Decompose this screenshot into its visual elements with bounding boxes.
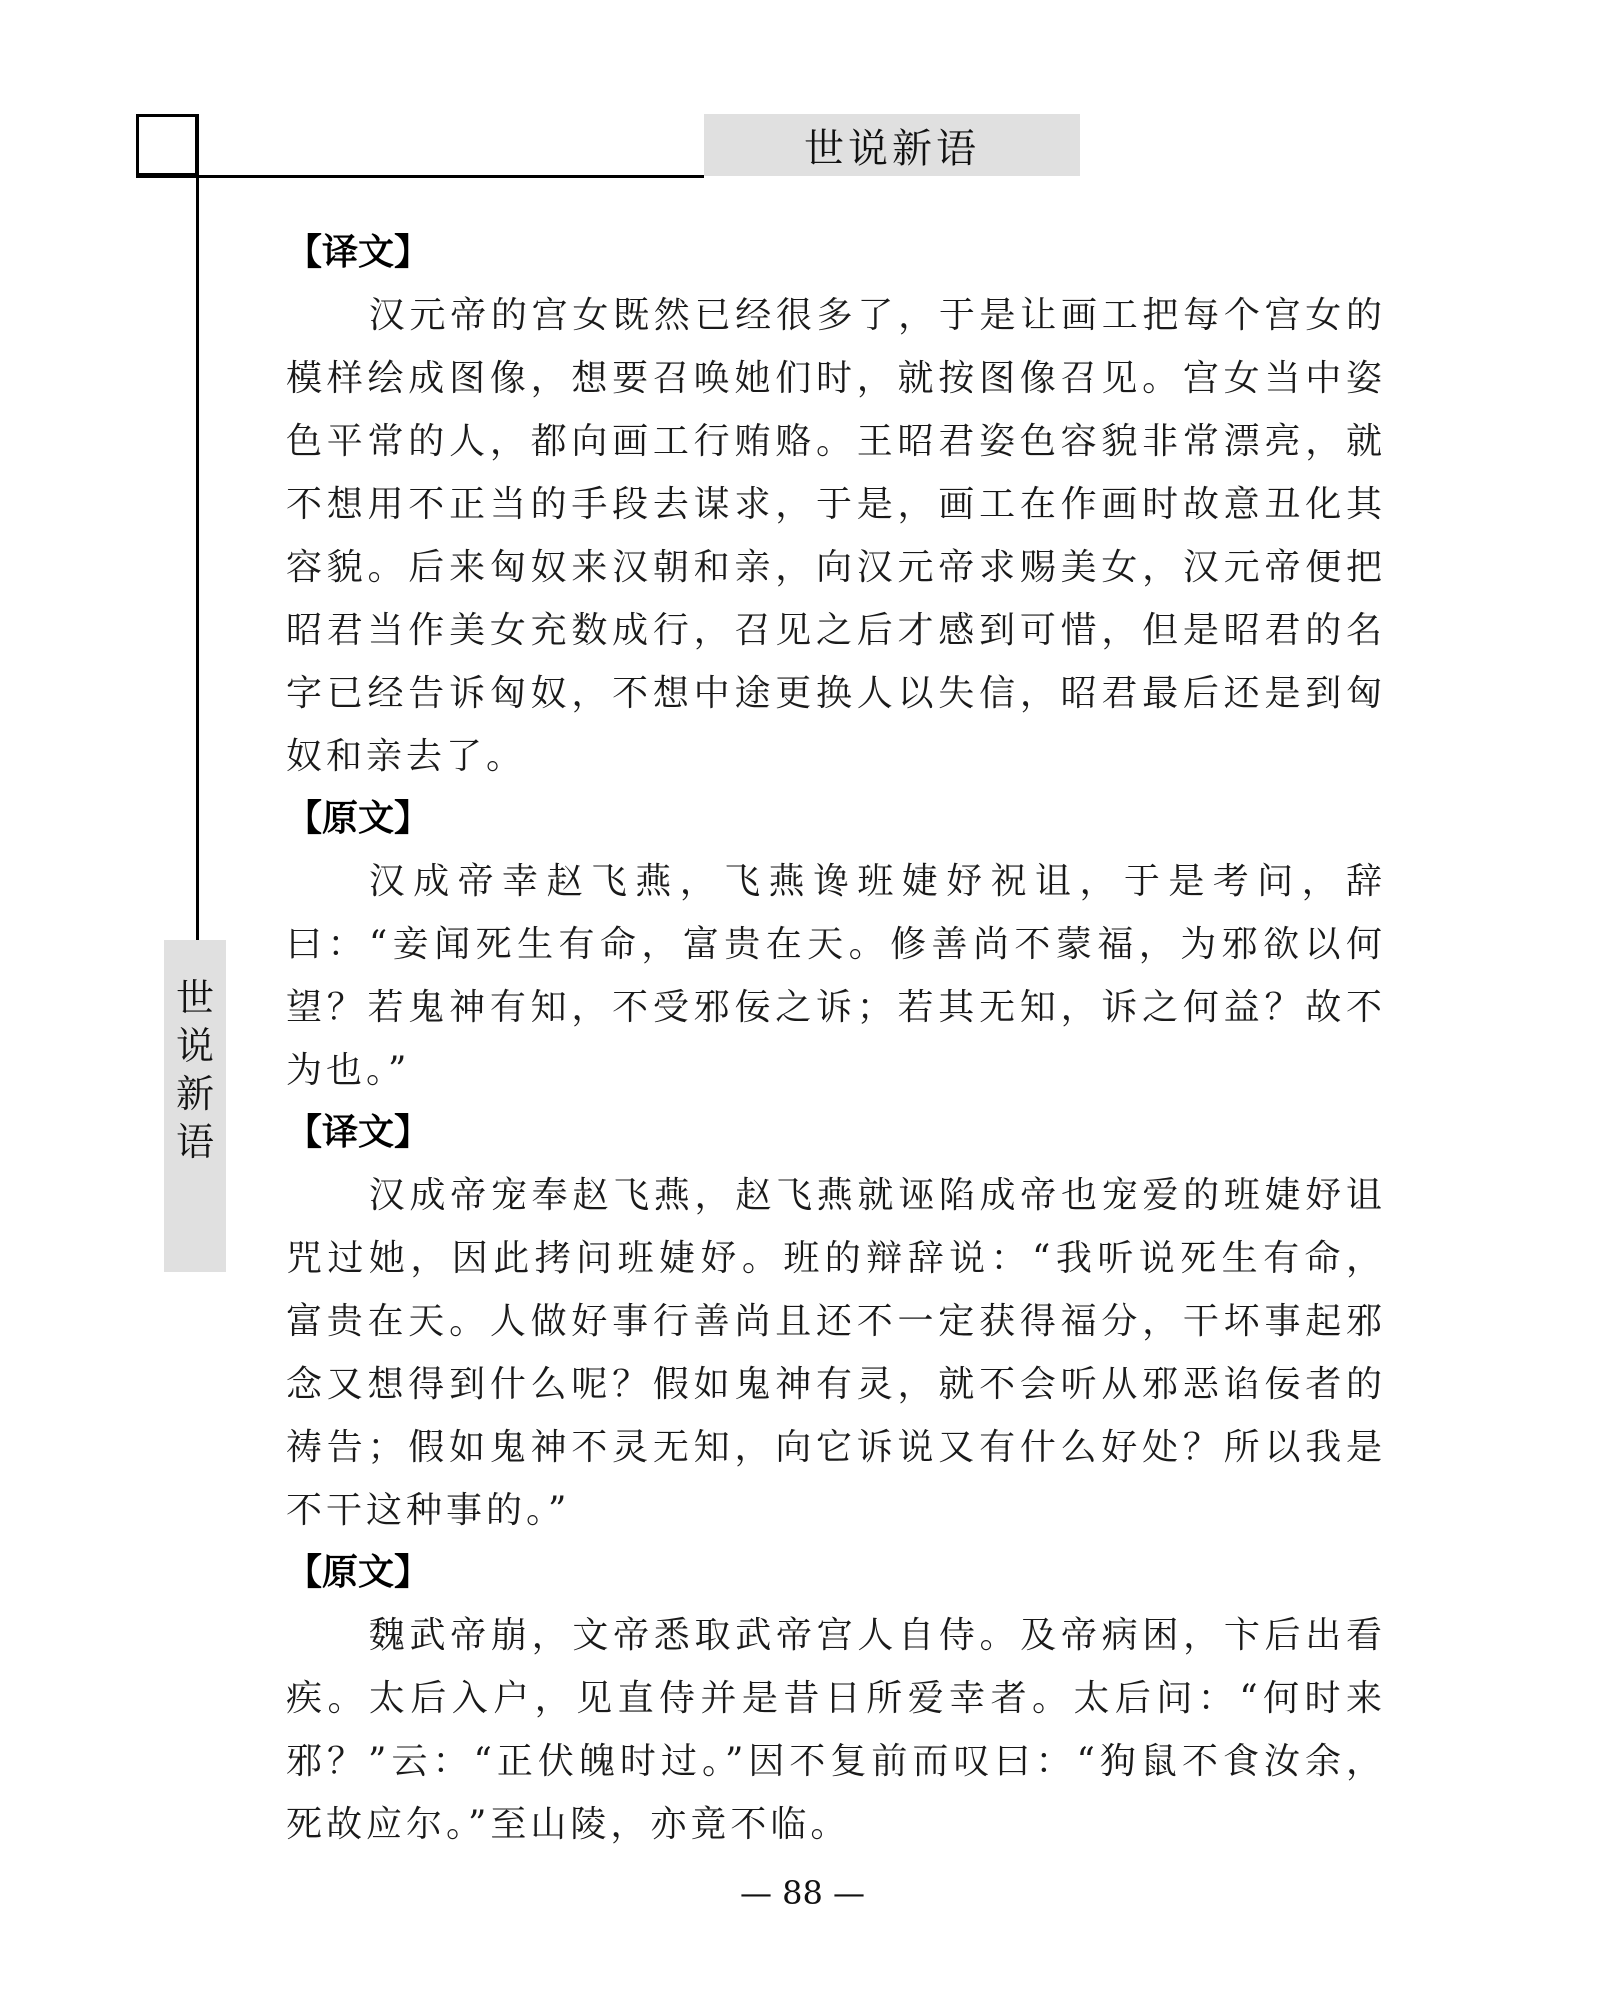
header-rule — [136, 175, 704, 178]
section-text: 魏武帝崩，文帝悉取武帝宫人自侍。及帝病困，卞后出看疾。太后入户，见直侍并是昔日所爱幸者。太后问：“何时来邪？”云：“正伏魄时过。”因不复前而叹曰：“狗鼠不食汝余，死故应尔。”至山陵，亦竟不临。 — [286, 1615, 1386, 1845]
side-tab — [164, 940, 226, 1272]
side-tab-char: 语 — [175, 1120, 214, 1164]
side-tab-char: 新 — [175, 1072, 214, 1116]
section-label: 【译文】 — [286, 1112, 431, 1153]
section-original-3 — [286, 1542, 1386, 1856]
section-text: 汉成帝幸赵飞燕，飞燕谗班婕妤祝诅，于是考问，辞曰：“妾闻死生有命，富贵在天。修善尚不蒙福，为邪欲以何望？若鬼神有知，不受邪佞之诉；若其无知，诉之何益？故不为也。” — [286, 861, 1386, 1091]
running-header-title: 世说新语 — [804, 125, 980, 172]
section-label: 【原文】 — [286, 1552, 431, 1593]
section-text: 汉成帝宠奉赵飞燕，赵飞燕就诬陷成帝也宠爱的班婕妤诅咒过她，因此拷问班婕妤。班的辩辞说：“我听说死生有命，富贵在天。人做好事行善尚且还不一定获得福分，干坏事起邪念又想得到什么呢？假如鬼神有灵，就不会听从邪恶谄佞者的祷告；假如鬼神不灵无知，向它诉说又有什么好处？所以我是不干这种事的。” — [286, 1175, 1386, 1531]
section-translation-1 — [286, 222, 1386, 788]
section-translation-2 — [286, 1102, 1386, 1542]
page-content — [286, 222, 1386, 1856]
section-text: 汉元帝的宫女既然已经很多了，于是让画工把每个宫女的模样绘成图像，想要召唤她们时，就按图像召见。宫女当中姿色平常的人，都向画工行贿赂。王昭君姿色容貌非常漂亮，就不想用不正当的手段去谋求，于是，画工在作画时故意丑化其容貌。后来匈奴来汉朝和亲，向汉元帝求赐美女，汉元帝便把昭君当作美女充数成行，召见之后才感到可惜，但是昭君的名字已经告诉匈奴，不想中途更换人以失信，昭君最后还是到匈奴和亲去了。 — [286, 295, 1386, 777]
page-number: — 88 — — [739, 1874, 866, 1912]
section-label: 【译文】 — [286, 232, 431, 273]
section-original-2 — [286, 788, 1386, 1102]
section-label: 【原文】 — [286, 798, 431, 839]
side-tab-char: 说 — [175, 1024, 214, 1068]
running-header — [704, 114, 1080, 176]
margin-rule — [196, 114, 199, 940]
corner-frame-box — [136, 114, 198, 176]
side-tab-char: 世 — [175, 976, 214, 1020]
